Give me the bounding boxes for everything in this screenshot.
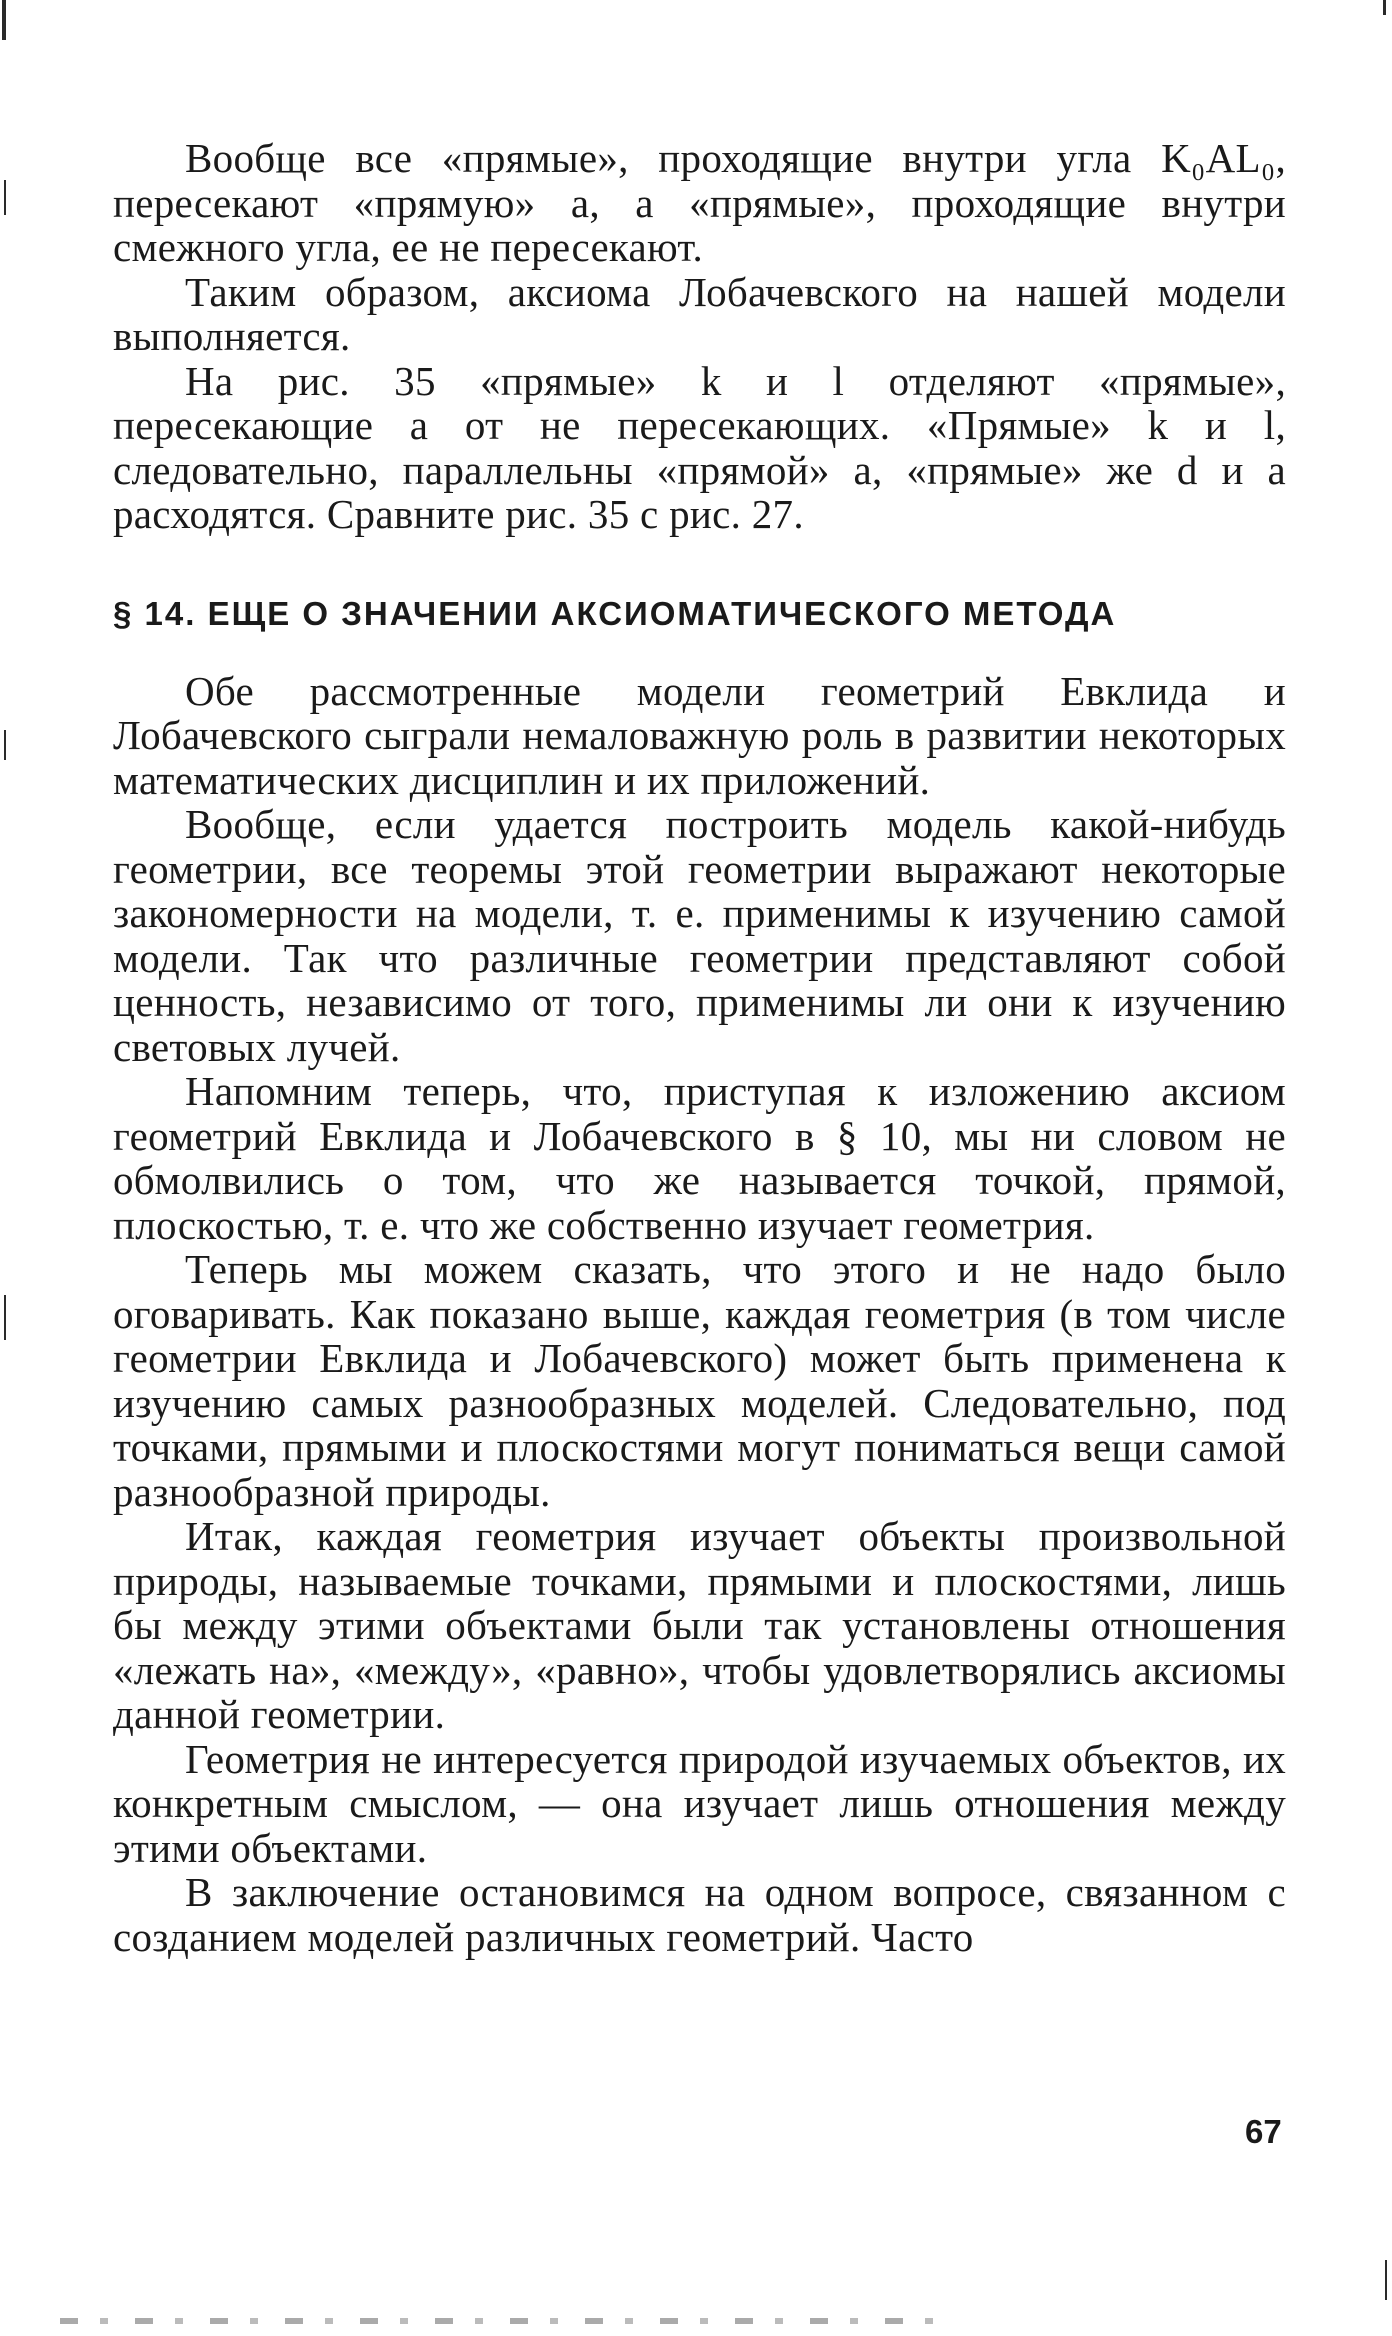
- paragraph: В заключение остановимся на одном вопросе, связанном с созданием моделей различных геометрий. Часто: [113, 1869, 1286, 1960]
- paragraph: Напомним теперь, что, приступая к изложению аксиом геометрий Евклида и Лобачевского в § 10, мы ни словом не обмолвились о том, что же называется точкой, прямой, плоскостью, т. е. что же собственно изучает геометрия.: [113, 1068, 1286, 1248]
- section-heading: § 14. ЕЩЕ О ЗНАЧЕНИИ АКСИОМАТИЧЕСКОГО МЕТОДА: [113, 594, 1117, 632]
- paragraph: Вообще, если удается построить модель какой-нибудь геометрии, все теоремы этой геометрии выражают некоторые закономерности на модели, т. е. применимы к изучению самой модели. Так что различные геометрии представляют собой ценность, независимо от того, применимы ли они к изучению световых лучей.: [113, 801, 1286, 1070]
- paragraph: Таким образом, аксиома Лобачевского на нашей модели выполняется.: [113, 268, 1286, 359]
- paragraph: Геометрия не интересуется природой изучаемых объектов, их конкретным смыслом, — она изучает лишь отношения между этими объектами.: [113, 1735, 1286, 1871]
- paragraph: Итак, каждая геометрия изучает объекты произвольной природы, называемые точками, прямыми и плоскостями, лишь бы между этими объектами были так установлены отношения «лежать на», «между», «равно», чтобы удовлетворялись аксиомы данной геометрии.: [113, 1513, 1286, 1737]
- scan-bottom-noise: [60, 2318, 960, 2324]
- page-body: [113, 136, 1286, 1959]
- scan-edge-mark: [2, 0, 6, 40]
- paragraph: Обе рассмотренные модели геометрий Евклида и Лобачевского сыграли немаловажную роль в развитии некоторых математических дисциплин и их приложений.: [113, 667, 1286, 803]
- scan-edge-mark: [4, 180, 6, 215]
- page-number: 67: [1245, 2113, 1282, 2150]
- paragraph: Теперь мы можем сказать, что этого и не надо было оговаривать. Как показано выше, каждая геометрия (в том числе геометрии Евклида и Лобачевского) может быть применена к изучению самых разнообразных моделей. Следовательно, под точками, прямыми и плоскостями могут пониматься вещи самой разнообразной природы.: [113, 1246, 1286, 1515]
- scan-edge-mark: [1385, 2260, 1387, 2300]
- scan-edge-mark: [4, 730, 6, 760]
- scan-edge-mark: [1383, 0, 1386, 15]
- scan-edge-mark: [4, 1295, 6, 1340]
- paragraph: На рис. 35 «прямые» k и l отделяют «прямые», пересекающие a от не пересекающих. «Прямые» k и l, следовательно, параллельны «прямой» a, «прямые» же d и a расходятся. Сравните рис. 35 с рис. 27.: [113, 357, 1286, 537]
- paragraph: Вообще все «прямые», проходящие внутри угла K₀AL₀, пересекают «прямую» a, а «прямые», проходящие внутри смежного угла, ее не пересекают.: [113, 135, 1286, 270]
